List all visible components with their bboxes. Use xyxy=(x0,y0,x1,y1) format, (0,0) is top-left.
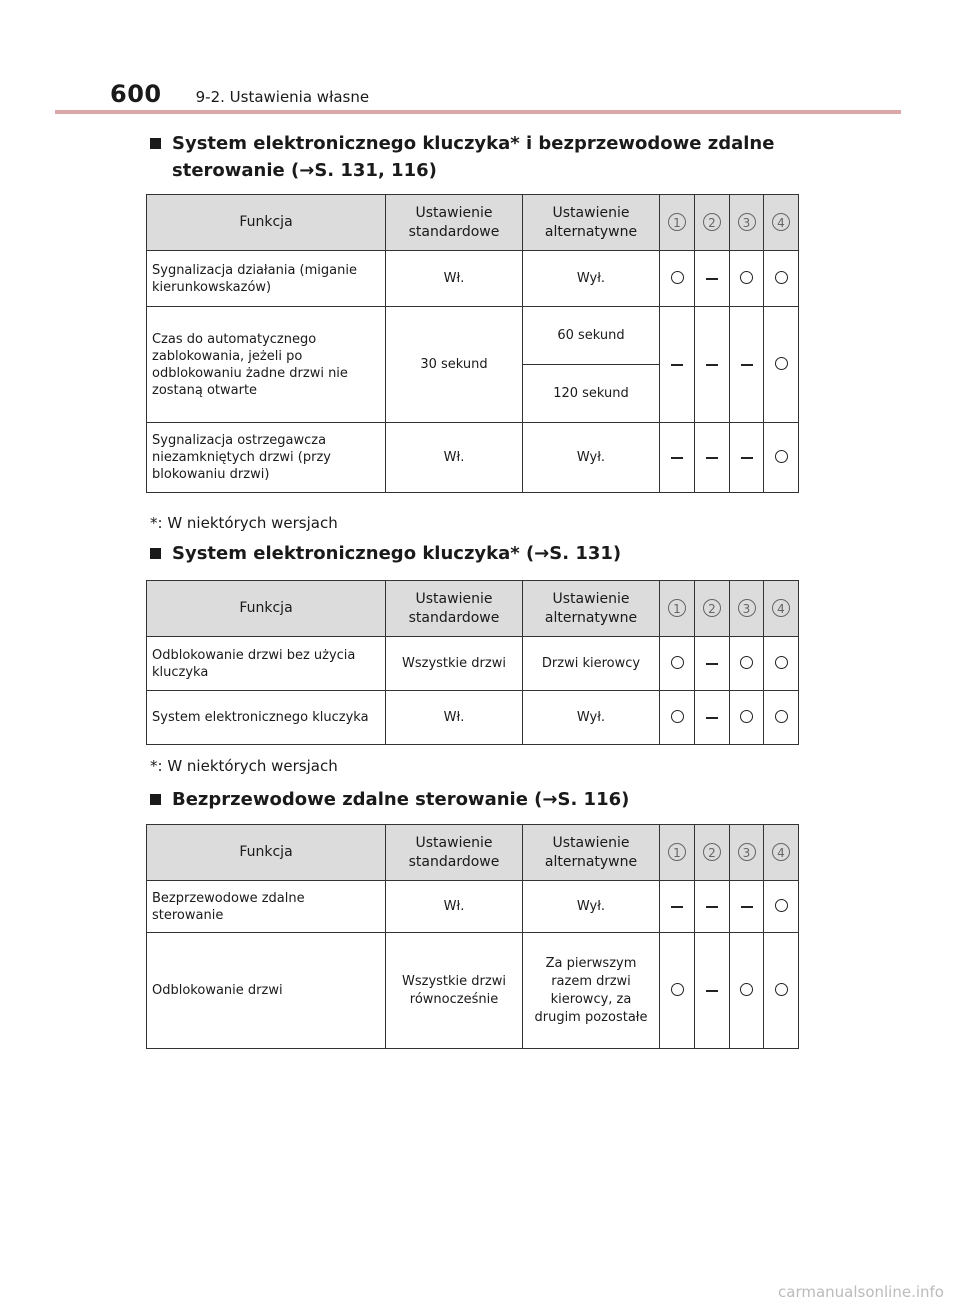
not-available-dash-icon xyxy=(741,364,753,366)
not-available-dash-icon xyxy=(671,457,683,459)
square-bullet-icon xyxy=(150,794,161,805)
available-circle-icon xyxy=(775,983,788,996)
not-available-dash-icon xyxy=(706,990,718,992)
table-row: Czas do automatycznego zablokowania, jeżeli po odblokowaniu żadne drzwi nie zostaną otwarte 30 sekund 60 sekund xyxy=(147,307,799,365)
mode-mark-cell xyxy=(695,933,730,1049)
table-row: Sygnalizacja ostrzegawcza niezamkniętych drzwi (przy blokowaniu drzwi) Wł. Wył. xyxy=(147,423,799,493)
mode-mark-cell xyxy=(695,307,730,423)
table-row: Bezprzewodowe zdalne sterowanie Wł. Wył. xyxy=(147,881,799,933)
available-circle-icon xyxy=(775,710,788,723)
col-funkcja: Funkcja xyxy=(147,195,386,251)
mode-2-icon: 2 xyxy=(703,843,721,861)
table-row: System elektronicznego kluczyka Wł. Wył. xyxy=(147,691,799,745)
mode-mark-cell xyxy=(764,933,799,1049)
mode-mark-cell xyxy=(695,637,730,691)
mode-1-icon: 1 xyxy=(668,843,686,861)
available-circle-icon xyxy=(775,450,788,463)
not-available-dash-icon xyxy=(706,278,718,280)
mode-mark-cell xyxy=(695,691,730,745)
mode-mark-cell xyxy=(730,251,764,307)
table-row: Odblokowanie drzwi bez użycia kluczyka Wszystkie drzwi Drzwi kierowcy xyxy=(147,637,799,691)
mode-2-icon: 2 xyxy=(703,213,721,231)
col-standard: Ustawienie standardowe xyxy=(386,195,523,251)
page-number: 600 xyxy=(110,80,162,108)
available-circle-icon xyxy=(775,271,788,284)
available-circle-icon xyxy=(671,271,684,284)
mode-3-icon: 3 xyxy=(738,843,756,861)
mode-mark-cell xyxy=(730,637,764,691)
mode-1-icon: 1 xyxy=(668,213,686,231)
mode-1-icon: 1 xyxy=(668,599,686,617)
mode-mark-cell xyxy=(695,423,730,493)
mode-mark-cell xyxy=(660,933,695,1049)
mode-mark-cell xyxy=(764,423,799,493)
page-header xyxy=(110,80,369,108)
not-available-dash-icon xyxy=(671,906,683,908)
watermark: carmanualsonline.info xyxy=(778,1283,944,1301)
mode-mark-cell xyxy=(660,691,695,745)
mode-mark-cell xyxy=(660,881,695,933)
mode-4-icon: 4 xyxy=(772,843,790,861)
col-funkcja: Funkcja xyxy=(147,825,386,881)
mode-mark-cell xyxy=(730,307,764,423)
table-row: Odblokowanie drzwi Wszystkie drzwi równocześnie Za pierwszym razem drzwi kierowcy, za drugim pozostałe xyxy=(147,933,799,1049)
section3-title: Bezprzewodowe zdalne sterowanie (→S. 116) xyxy=(150,786,810,813)
mode-2-icon: 2 xyxy=(703,599,721,617)
table-header-row xyxy=(147,195,799,251)
not-available-dash-icon xyxy=(706,663,718,665)
mode-4-icon: 4 xyxy=(772,599,790,617)
table-row: 120 sekund xyxy=(147,365,799,423)
table-header-row xyxy=(147,581,799,637)
mode-4-icon: 4 xyxy=(772,213,790,231)
mode-mark-cell xyxy=(660,307,695,423)
table-row: Sygnalizacja działania (miganie kierunkowskazów) Wł. Wył. xyxy=(147,251,799,307)
not-available-dash-icon xyxy=(706,457,718,459)
header-rule xyxy=(55,110,901,114)
not-available-dash-icon xyxy=(671,364,683,366)
section1-title: System elektronicznego kluczyka* i bezprzewodowe zdalne sterowanie (→S. 131, 116) xyxy=(150,130,810,184)
available-circle-icon xyxy=(775,656,788,669)
col-alternative: Ustawienie alternatywne xyxy=(523,195,660,251)
section1-table xyxy=(146,194,799,493)
col-standard: Ustawienie standardowe xyxy=(386,825,523,881)
section2-table xyxy=(146,580,799,745)
chapter-title: 9-2. Ustawienia własne xyxy=(195,88,370,106)
col-alternative: Ustawienie alternatywne xyxy=(523,581,660,637)
col-alternative: Ustawienie alternatywne xyxy=(523,825,660,881)
available-circle-icon xyxy=(671,656,684,669)
mode-mark-cell xyxy=(764,637,799,691)
not-available-dash-icon xyxy=(741,906,753,908)
col-funkcja: Funkcja xyxy=(147,581,386,637)
square-bullet-icon xyxy=(150,548,161,559)
available-circle-icon xyxy=(740,710,753,723)
available-circle-icon xyxy=(740,656,753,669)
not-available-dash-icon xyxy=(706,717,718,719)
mode-mark-cell xyxy=(730,881,764,933)
mode-mark-cell xyxy=(730,423,764,493)
mode-mark-cell xyxy=(695,881,730,933)
not-available-dash-icon xyxy=(706,364,718,366)
available-circle-icon xyxy=(740,983,753,996)
mode-3-icon: 3 xyxy=(738,599,756,617)
available-circle-icon xyxy=(740,271,753,284)
section1-footnote: *: W niektórych wersjach xyxy=(150,514,338,532)
square-bullet-icon xyxy=(150,138,161,149)
mode-mark-cell xyxy=(730,691,764,745)
table-header-row xyxy=(147,825,799,881)
section2-title: System elektronicznego kluczyka* (→S. 131) xyxy=(150,540,810,567)
section2-footnote: *: W niektórych wersjach xyxy=(150,757,338,775)
not-available-dash-icon xyxy=(741,457,753,459)
mode-mark-cell xyxy=(764,251,799,307)
mode-mark-cell xyxy=(764,307,799,423)
mode-mark-cell xyxy=(660,637,695,691)
section3-table xyxy=(146,824,799,1049)
mode-3-icon: 3 xyxy=(738,213,756,231)
col-standard: Ustawienie standardowe xyxy=(386,581,523,637)
available-circle-icon xyxy=(775,357,788,370)
available-circle-icon xyxy=(775,899,788,912)
mode-mark-cell xyxy=(764,691,799,745)
mode-mark-cell xyxy=(660,423,695,493)
mode-mark-cell xyxy=(730,933,764,1049)
mode-mark-cell xyxy=(695,251,730,307)
mode-mark-cell xyxy=(764,881,799,933)
available-circle-icon xyxy=(671,983,684,996)
mode-mark-cell xyxy=(660,251,695,307)
available-circle-icon xyxy=(671,710,684,723)
not-available-dash-icon xyxy=(706,906,718,908)
